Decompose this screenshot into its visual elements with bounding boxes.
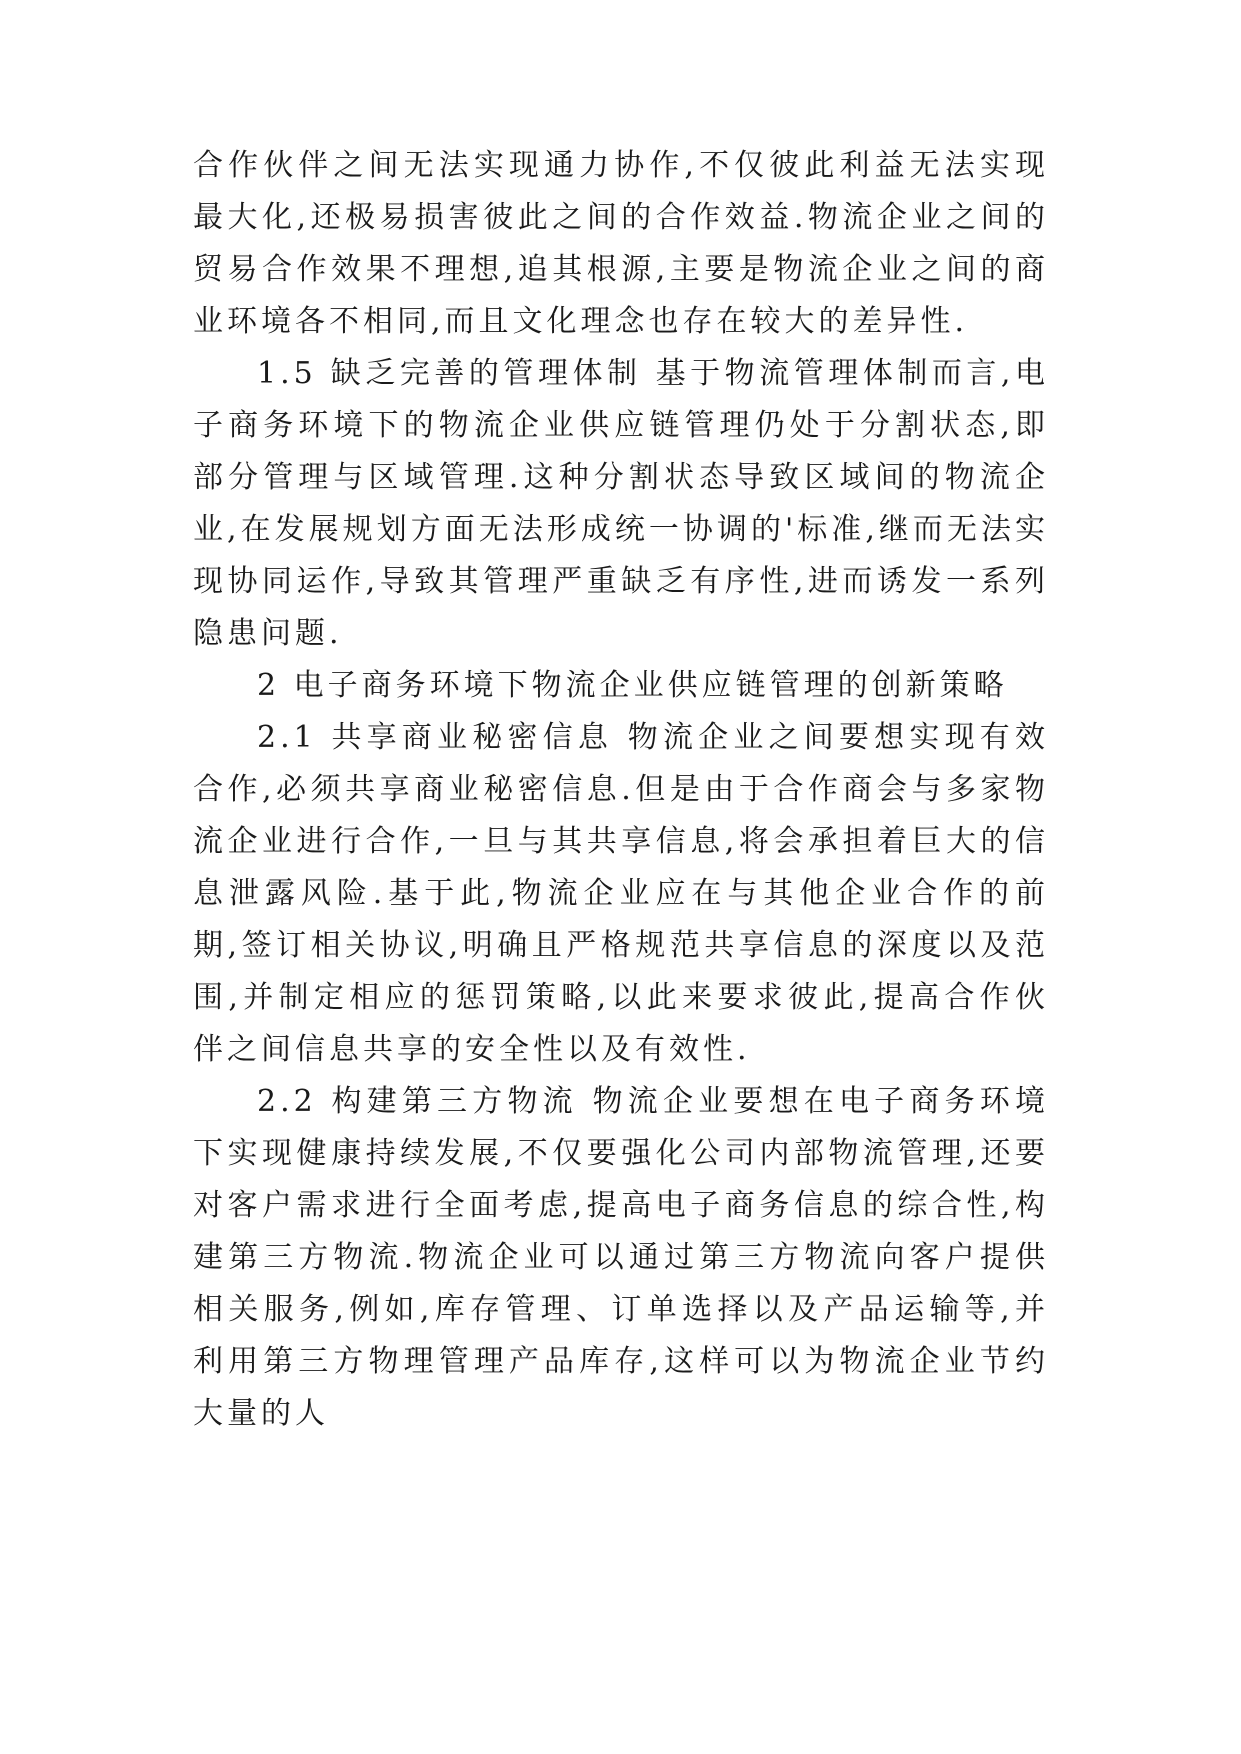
paragraph-partner-cooperation: 合作伙伴之间无法实现通力协作,不仅彼此利益无法实现最大化,还极易损害彼此之间的合作效益.物流企业之间的贸易合作效果不理想,追其根源,主要是物流企业之间的商业环境各不相同,而且文化理念也存在较大的差异性.	[193, 148, 1049, 339]
section-heading-2: 2 电子商务环境下物流企业供应链管理的创新策略	[257, 668, 1008, 703]
paragraph-section-1-5: 1.5 缺乏完善的管理体制 基于物流管理体制而言,电子商务环境下的物流企业供应链管理仍处于分割状态,即部分管理与区域管理.这种分割状态导致区域间的物流企业,在发展规划方面无法形成统一协调的'标准,继而无法实现协同运作,导致其管理严重缺乏有序性,进而诱发一系列隐患问题.	[193, 356, 1049, 651]
paragraph-section-2-2: 2.2 构建第三方物流 物流企业要想在电子商务环境下实现健康持续发展,不仅要强化公司内部物流管理,还要对客户需求进行全面考虑,提高电子商务信息的综合性,构建第三方物流.物流企业可以通过第三方物流向客户提供相关服务,例如,库存管理、订单选择以及产品运输等,并利用第三方物理管理产品库存,这样可以为物流企业节约大量的人	[193, 1084, 1049, 1431]
paragraph-section-2-1: 2.1 共享商业秘密信息 物流企业之间要想实现有效合作,必须共享商业秘密信息.但是由于合作商会与多家物流企业进行合作,一旦与其共享信息,将会承担着巨大的信息泄露风险.基于此,物流企业应在与其他企业合作的前期,签订相关协议,明确且严格规范共享信息的深度以及范围,并制定相应的惩罚策略,以此来要求彼此,提高合作伙伴之间信息共享的安全性以及有效性.	[193, 720, 1049, 1067]
document-page	[193, 140, 1049, 1440]
